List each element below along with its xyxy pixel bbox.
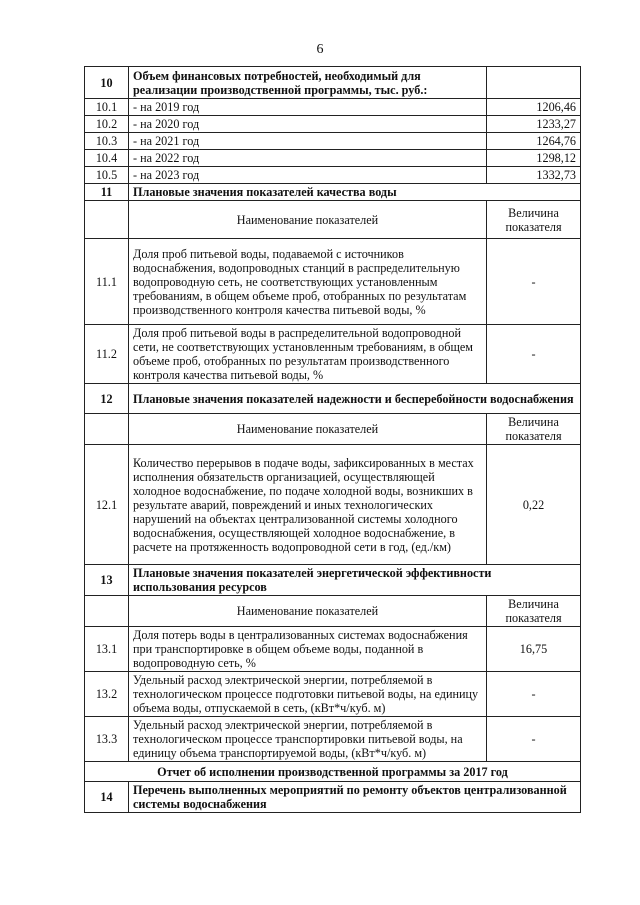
section-14-header bbox=[85, 782, 581, 813]
report-header-row bbox=[85, 762, 581, 782]
empty-cell bbox=[85, 414, 129, 445]
table-row bbox=[85, 325, 581, 384]
column-header-value: Величина показателя bbox=[487, 201, 581, 239]
row-value: 1206,46 bbox=[487, 99, 581, 116]
empty-cell bbox=[85, 596, 129, 627]
table-row bbox=[85, 133, 581, 150]
row-value: 1264,76 bbox=[487, 133, 581, 150]
section-13-header bbox=[85, 565, 581, 596]
section-num: 11 bbox=[85, 184, 129, 201]
table-row bbox=[85, 116, 581, 133]
row-label: Доля проб питьевой воды, подаваемой с источников водоснабжения, водопроводных станций в распределительную водопроводную сеть, не соответствующих установленным требованиям, в общем объеме проб, отобранных по результатам производственного контроля качества питьевой воды, % bbox=[129, 239, 487, 325]
row-label: - на 2021 год bbox=[129, 133, 487, 150]
row-label: Доля проб питьевой воды в распределительной водопроводной сети, не соответствующих установленным требованиям, в общем объеме проб, отобранных по результатам производственного контроля качества питьевой воды, % bbox=[129, 325, 487, 384]
report-header: Отчет об исполнении производственной программы за 2017 год bbox=[85, 762, 581, 782]
row-value: - bbox=[487, 717, 581, 762]
row-label: - на 2019 год bbox=[129, 99, 487, 116]
empty-cell bbox=[85, 201, 129, 239]
row-label: - на 2020 год bbox=[129, 116, 487, 133]
section-title: Плановые значения показателей энергетической эффективности использования ресурсов bbox=[129, 565, 581, 596]
row-value: 1298,12 bbox=[487, 150, 581, 167]
row-num: 10.5 bbox=[85, 167, 129, 184]
table-row bbox=[85, 99, 581, 116]
row-num: 10.2 bbox=[85, 116, 129, 133]
section-num: 13 bbox=[85, 565, 129, 596]
row-num: 13.1 bbox=[85, 627, 129, 672]
row-value: - bbox=[487, 325, 581, 384]
row-value: 0,22 bbox=[487, 445, 581, 565]
column-header-row bbox=[85, 414, 581, 445]
column-header-row bbox=[85, 201, 581, 239]
section-num: 14 bbox=[85, 782, 129, 813]
row-label: Удельный расход электрической энергии, потребляемой в технологическом процессе подготовки питьевой воды, на единицу объема воды, отпускаемой в сеть, (кВт*ч/куб. м) bbox=[129, 672, 487, 717]
section-num: 10 bbox=[85, 67, 129, 99]
row-num: 11.2 bbox=[85, 325, 129, 384]
table-row bbox=[85, 150, 581, 167]
program-table bbox=[84, 66, 581, 813]
section-10-header bbox=[85, 67, 581, 99]
table-row bbox=[85, 239, 581, 325]
empty-cell bbox=[487, 67, 581, 99]
section-title: Плановые значения показателей качества воды bbox=[129, 184, 581, 201]
section-title: Плановые значения показателей надежности и бесперебойности водоснабжения bbox=[129, 384, 581, 414]
table-row bbox=[85, 627, 581, 672]
row-value: - bbox=[487, 239, 581, 325]
row-value: 1233,27 bbox=[487, 116, 581, 133]
row-label: - на 2022 год bbox=[129, 150, 487, 167]
section-title: Перечень выполненных мероприятий по ремонту объектов централизованной системы водоснабжения bbox=[129, 782, 581, 813]
section-title: Объем финансовых потребностей, необходимый для реализации производственной программы, тыс. руб.: bbox=[129, 67, 487, 99]
row-value: - bbox=[487, 672, 581, 717]
table-row bbox=[85, 167, 581, 184]
row-num: 11.1 bbox=[85, 239, 129, 325]
table-row bbox=[85, 672, 581, 717]
row-label: - на 2023 год bbox=[129, 167, 487, 184]
row-num: 13.2 bbox=[85, 672, 129, 717]
table-row bbox=[85, 445, 581, 565]
row-num: 10.3 bbox=[85, 133, 129, 150]
row-num: 12.1 bbox=[85, 445, 129, 565]
page-number: 6 bbox=[316, 42, 324, 57]
section-num: 12 bbox=[85, 384, 129, 414]
column-header-value: Величина показателя bbox=[487, 414, 581, 445]
column-header-value: Величина показателя bbox=[487, 596, 581, 627]
row-label: Доля потерь воды в централизованных системах водоснабжения при транспортировке в общем объеме воды, поданной в водопроводную сеть, % bbox=[129, 627, 487, 672]
row-label: Удельный расход электрической энергии, потребляемой в технологическом процессе транспортировки питьевой воды, на единицу объема транспортируемой воды, (кВт*ч/куб. м) bbox=[129, 717, 487, 762]
column-header-row bbox=[85, 596, 581, 627]
section-12-header bbox=[85, 384, 581, 414]
row-value: 1332,73 bbox=[487, 167, 581, 184]
column-header-name: Наименование показателей bbox=[129, 414, 487, 445]
row-label: Количество перерывов в подаче воды, зафиксированных в местах исполнения обязательств организацией, осуществляющей холодное водоснабжение, по подаче холодной воды, возникших в результате аварий, повреждений и иных технологических нарушений на объектах централизованной системы холодного водоснабжения, осуществляющей холодное водоснабжение, в расчете на протяженность водопроводной сети в год, (ед./км) bbox=[129, 445, 487, 565]
table-row bbox=[85, 717, 581, 762]
row-num: 10.1 bbox=[85, 99, 129, 116]
column-header-name: Наименование показателей bbox=[129, 201, 487, 239]
column-header-name: Наименование показателей bbox=[129, 596, 487, 627]
row-num: 10.4 bbox=[85, 150, 129, 167]
row-value: 16,75 bbox=[487, 627, 581, 672]
row-num: 13.3 bbox=[85, 717, 129, 762]
section-11-header bbox=[85, 184, 581, 201]
